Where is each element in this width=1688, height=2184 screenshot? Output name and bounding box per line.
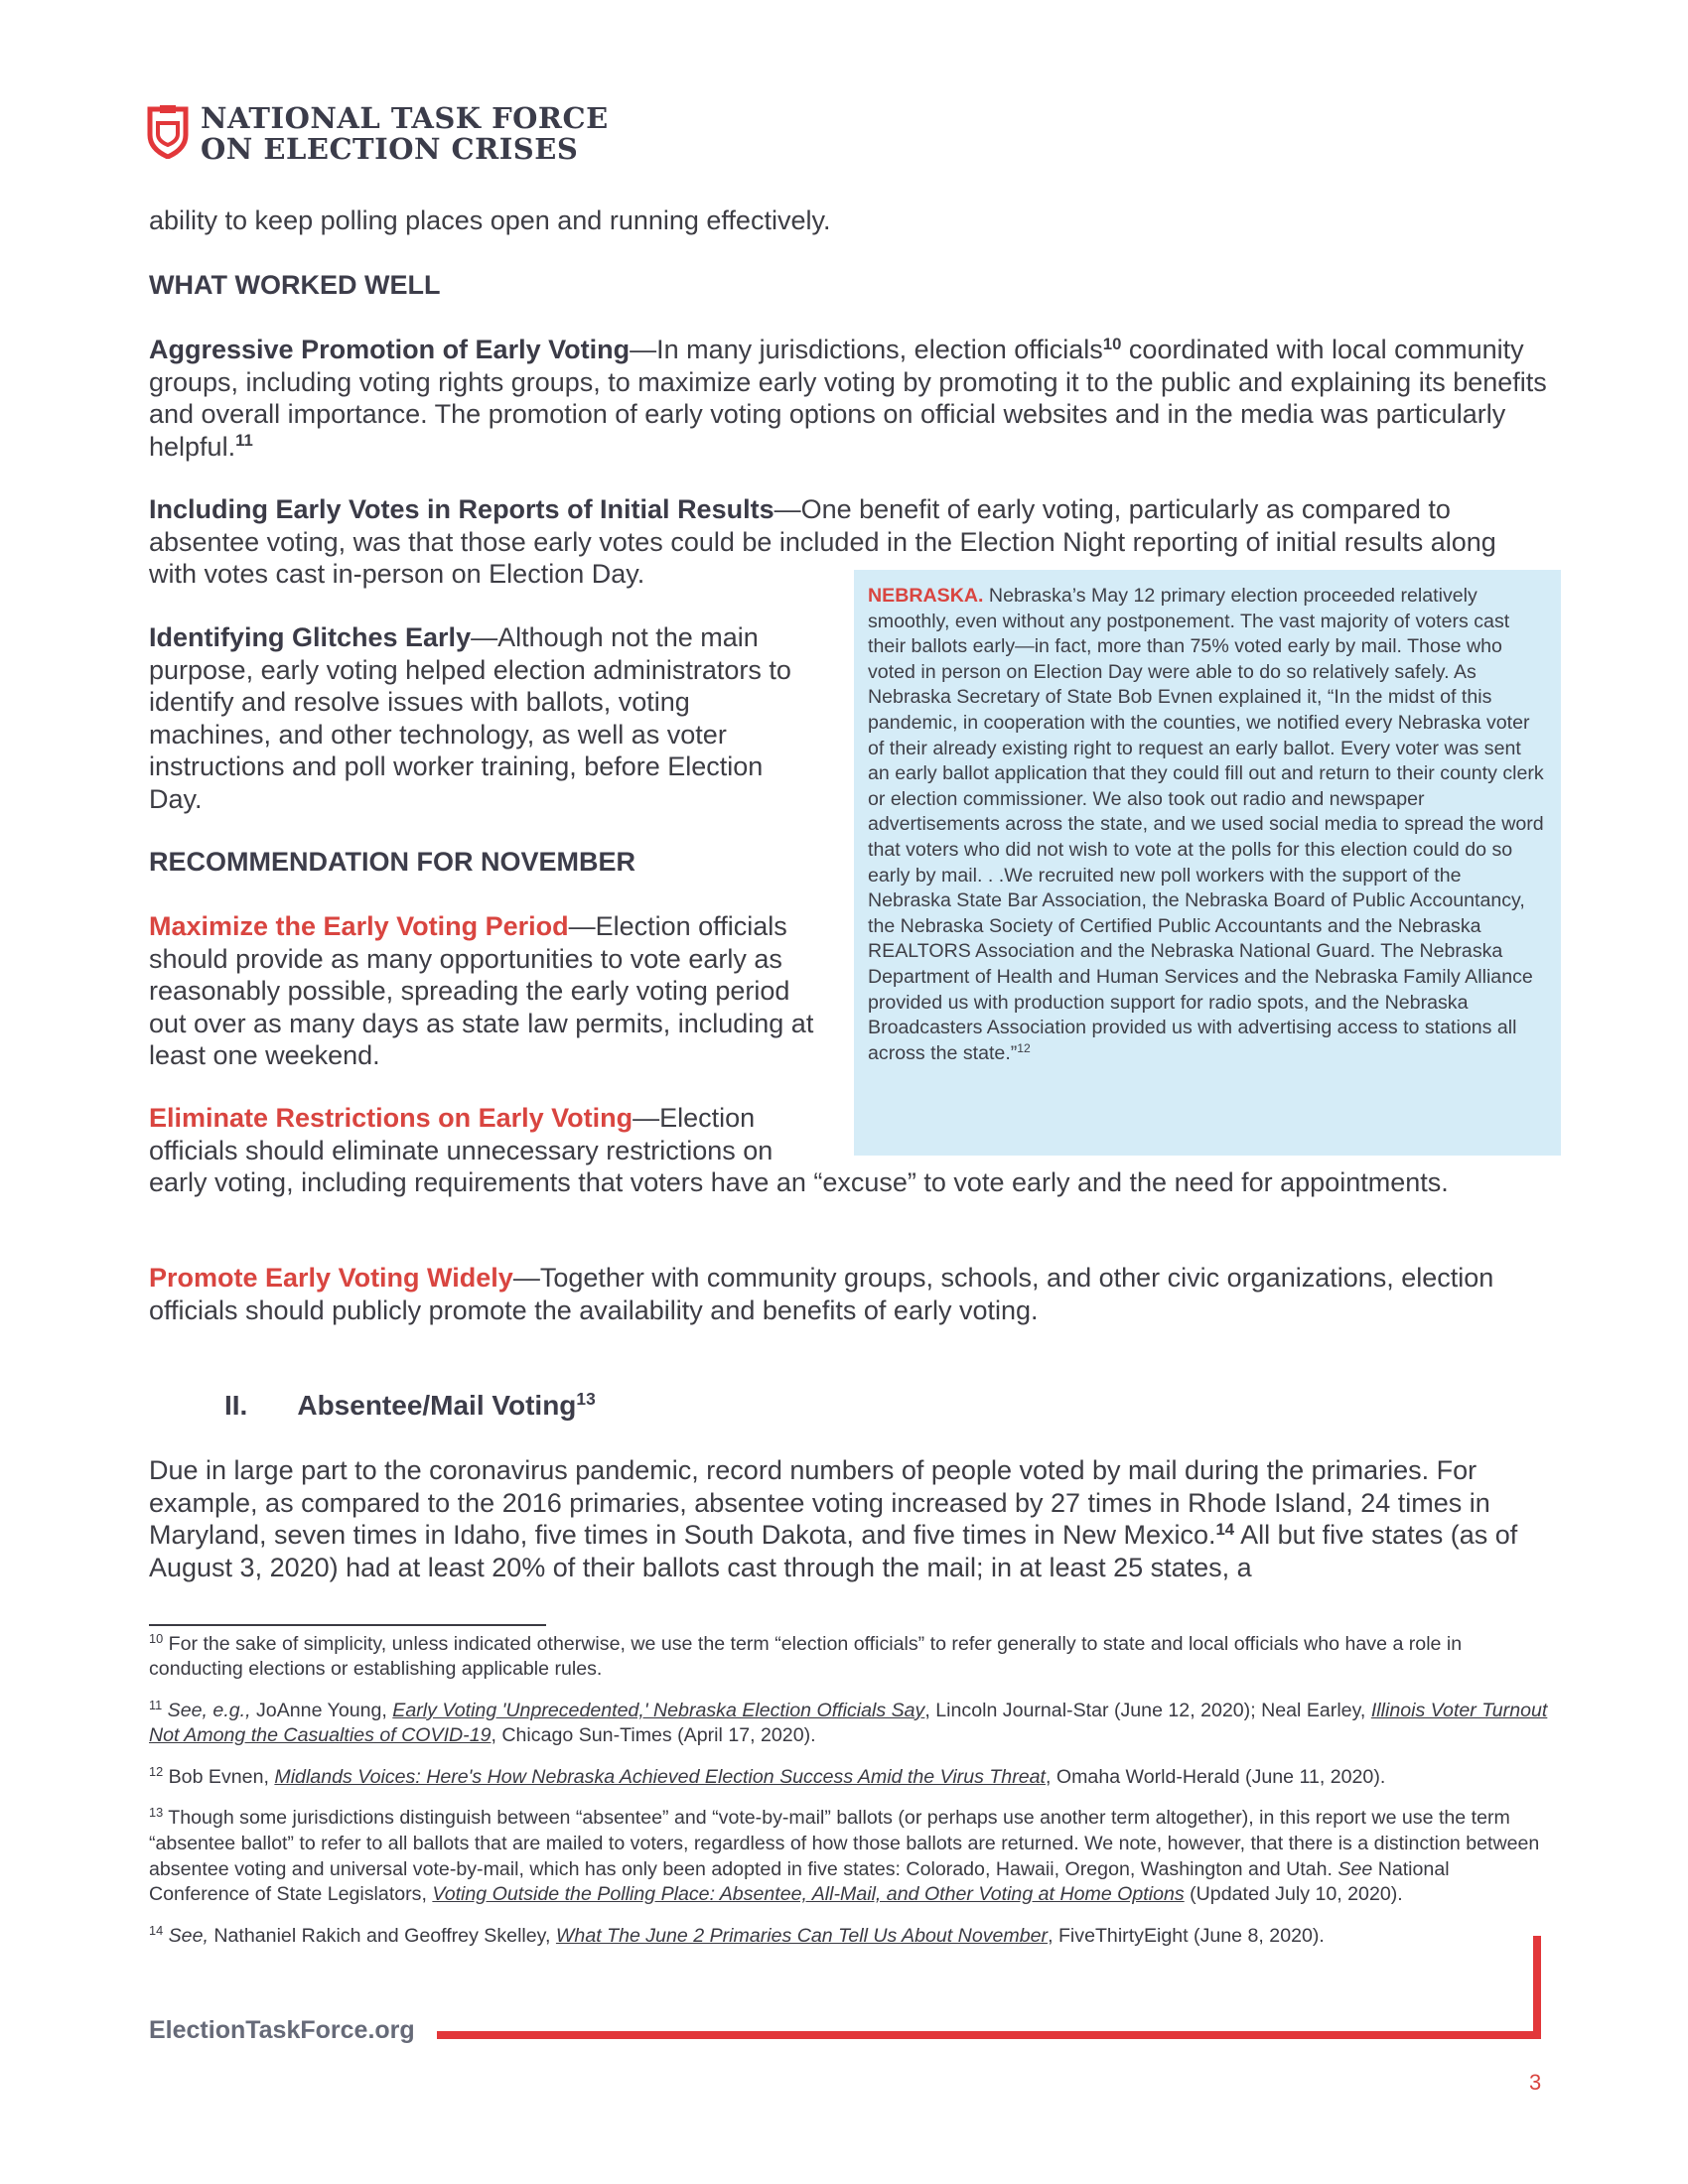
footnote-ref[interactable]: 13 xyxy=(576,1389,596,1410)
footnote-12: $^{12}$ Bob Evnen, Midlands Voices: Here's How Nebraska Achieved Election Success Amid the Virus Threat, Omaha World-Herald (June 11, 2020). xyxy=(149,1763,1386,1788)
footnote-link[interactable]: Voting Outside the Polling Place: Absentee, All-Mail, and Other Voting at Home Options xyxy=(432,1883,1185,1906)
footer-rule xyxy=(437,2031,1541,2039)
footnote-11: $^{11}$ See, e.g., JoAnne Young, Early Voting 'Unprecedented,' Nebraska Election Officials Say, Lincoln Journal-Star (June 12, 2020); Neal Earley, Illinois Voter Turnout Not Among the Casualties of COVID-19, Chicago Sun-Times (April 17, 2020). xyxy=(149,1697,1548,1747)
section-paragraph: Due in large part to the coronavirus pandemic, record numbers of people voted by mail during the primaries. For example, as compared to the 2016 primaries, absentee voting increased by 27 times in Rhode Island, 24 times in Maryland, seven times in Idaho, five times in South Dakota, and five times in New Mexico.$^{14}$ All but five states (as of August 3, 2020) had at least 20% of their ballots cast through the mail; in at least 25 states, a xyxy=(149,1455,1518,1582)
footnote-rule xyxy=(149,1624,546,1626)
section-heading: II. Absentee/Mail Voting$^{13}$ xyxy=(224,1389,596,1421)
footnote-link[interactable]: What The June 2 Primaries Can Tell Us About November xyxy=(555,1924,1049,1947)
nebraska-sidebar: NEBRASKA. Nebraska’s May 12 primary election proceeded relatively smoothly, even without any postponement. The vast majority of voters cast their ballots early—in fact, more than 75% voted early by mail. Those who voted in person on Election Day were able to do so relatively safely. As Nebraska Secretary of State Bob Evnen explained it, “In the midst of this pandemic, in cooperation with the counties, we notified every Nebraska voter of their already existing right to request an early ballot. Every voter was sent an early ballot application that they could fill out and return to their county clerk or election commissioner. We also took out radio and newspaper advertisements across the state, and we used social media to spread the word that voters who did not wish to vote at the polls for this election could do so early by mail. . .We recruited new poll workers with the support of the Nebraska State Bar Association, the Nebraska Board of Public Accountancy, the Nebraska Society of Certified Public Accountants and the Nebraska REALTORS Association and the Nebraska National Guard. The Nebraska Department of Health and Human Services and the Nebraska Family Alliance provided us with production support for radio spots, and the Nebraska Broadcasters Association provided us with advertising access to stations all across the state.”$^{12}$ xyxy=(854,570,1561,1156)
page-number: 3 xyxy=(1529,2070,1542,2095)
footnote-ref[interactable]: 11 xyxy=(235,431,253,451)
intro-text: ability to keep polling places open and running effectively. xyxy=(149,205,831,235)
footer-site-link[interactable]: ElectionTaskForce.org xyxy=(149,2016,415,2044)
footnote-10: $^{10}$ For the sake of simplicity, unless indicated otherwise, we use the term “election officials” to refer generally to state and local officials who have a role in conducting elections or establishing applicable rules. xyxy=(149,1630,1463,1681)
item-eliminate-restrictions: Eliminate Restrictions on Early Voting—Election officials should eliminate unnecessary restrictions on xyxy=(149,1103,774,1165)
footnote-13: $^{13}$ Though some jurisdictions distinguish between “absentee” and “vote-by-mail” ballots (or perhaps use another term altogether), in this report we use the term “absentee ballot” to refer to all ballots that are mailed to voters, regardless of how those ballots are returned. We note, however, that there is a distinction between absentee voting and universal vote-by-mail, which has only been adopted in five states: Colorado, Hawaii, Oregon, Washington and Utah. See National Conference of State Legislators, Voting Outside the Polling Place: Absentee, All-Mail, and Other Voting at Home Options (Updated July 10, 2020). xyxy=(149,1805,1540,1906)
shield-logo-icon xyxy=(147,103,189,159)
what-worked-heading: WHAT WORKED WELL xyxy=(149,270,441,300)
footnote-ref[interactable]: 12 xyxy=(1017,1041,1031,1056)
footnote-link[interactable]: Midlands Voices: Here's How Nebraska Achieved Election Success Amid the Virus Threat xyxy=(274,1765,1046,1788)
item-aggressive-promotion: Aggressive Promotion of Early Voting—In many jurisdictions, election officials$^{10}$ coordinated with local community groups, including voting rights groups, to maximize early voting by promoting it to the public and explaining its benefits and overall importance. The promotion of early voting options on official websites and in the media was particularly helpful.$^{11}$ xyxy=(149,334,1547,462)
footer-rule-corner xyxy=(1533,1936,1541,2039)
footnote-ref[interactable]: 14 xyxy=(1215,1519,1235,1539)
footnotes xyxy=(149,1624,1549,1965)
logo-text: NATIONAL TASK FORCE ON ELECTION CRISES xyxy=(201,101,609,166)
item-promote-widely: Promote Early Voting Widely—Together with community groups, schools, and other civic organizations, election officials should publicly promote the availability and benefits of early voting. xyxy=(149,1263,1494,1325)
recommendation-heading: RECOMMENDATION FOR NOVEMBER xyxy=(149,847,635,877)
footnote-link[interactable]: Illinois Voter Turnout Not Among the Casualties of COVID-19 xyxy=(149,1699,1548,1747)
item-identifying-glitches: Identifying Glitches Early—Although not the main purpose, early voting helped election administrators to identify and resolve issues with ballots, voting machines, and other technology, as well as voter instructions and poll worker training, before Election Day. xyxy=(149,622,791,814)
item-maximize-period: Maximize the Early Voting Period—Election officials should provide as many opportunities to vote early as reasonably possible, spreading the early voting period out over as many days as state law permits, including at least one weekend. xyxy=(149,911,814,1070)
logo xyxy=(147,103,609,165)
footnote-link[interactable]: Early Voting 'Unprecedented,' Nebraska Election Officials Say xyxy=(392,1699,925,1721)
item-eliminate-restrictions-cont: early voting, including requirements that voters have an “excuse” to vote early and the need for appointments. xyxy=(149,1167,1449,1197)
footnote-ref[interactable]: 10 xyxy=(1102,334,1122,353)
footnote-14: $^{14}$ See, Nathaniel Rakich and Geoffrey Skelley, What The June 2 Primaries Can Tell Us About November, FiveThirtyEight (June 8, 2020). xyxy=(149,1922,1325,1947)
item-including-early-votes: Including Early Votes in Reports of Initial Results—One benefit of early voting, particularly as compared to absentee voting, was that those early votes could be included in the Election Night reporting of initial results along with votes cast in-person on Election Day. xyxy=(149,494,1496,589)
